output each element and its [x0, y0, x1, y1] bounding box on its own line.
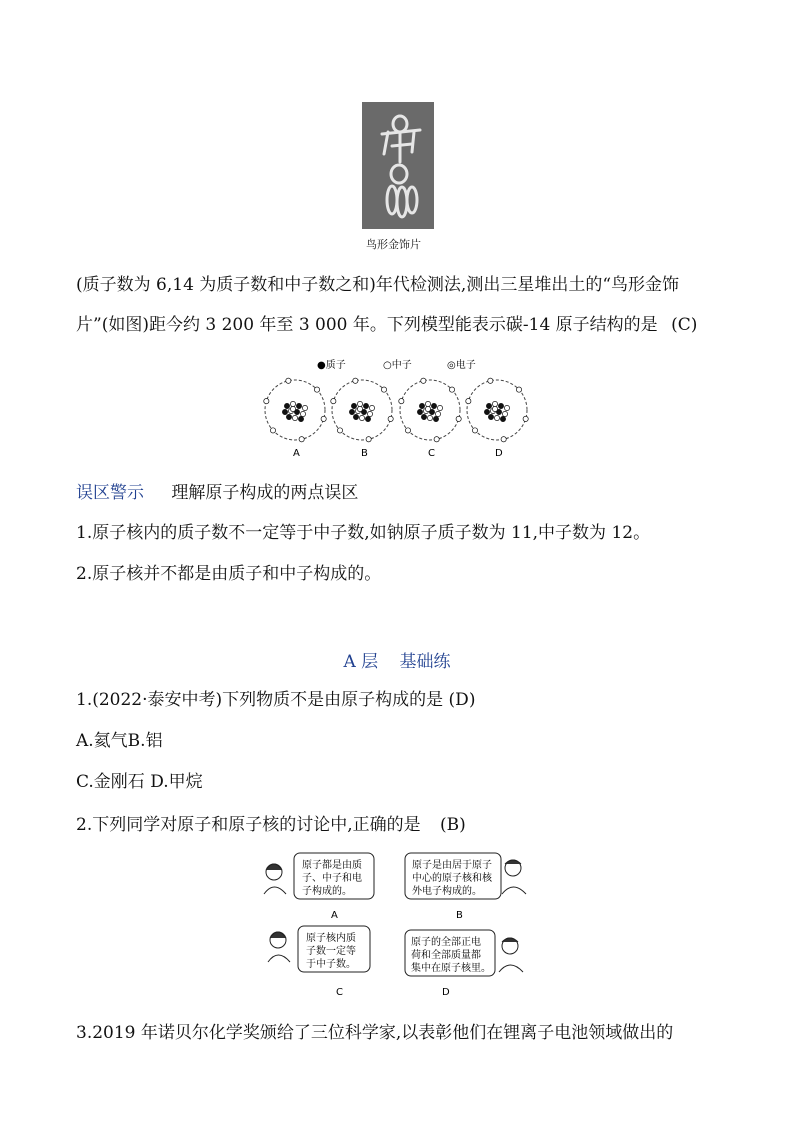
discussion-figure: [258, 850, 533, 1000]
electron-dot: [516, 387, 521, 392]
atom-label-b: B: [361, 448, 368, 459]
neutron-dot: [502, 411, 507, 416]
q1-options-cd: C.金刚石 D.甲烷: [76, 772, 203, 792]
neutron-dot: [425, 406, 430, 411]
proton-dot: [351, 403, 356, 408]
electron-dot: [523, 416, 528, 421]
bubble-c-label: C: [336, 987, 343, 998]
q1-stem: 1.(2022·泰安中考)下列物质不是由原子构成的是 (D): [76, 690, 476, 710]
q1-options-ab: A.氦气B.铝: [76, 731, 163, 751]
section-heading: [0, 647, 794, 672]
electron-dot: [399, 399, 404, 404]
q2-stem: 2.下列同学对原子和原子核的讨论中,正确的是: [76, 815, 421, 835]
electron-dot: [381, 387, 386, 392]
proton-dot: [433, 416, 438, 421]
neutron-dot: [504, 405, 509, 410]
neutron-dot: [427, 415, 432, 420]
bubble-b-line-3: 外电子构成的。: [412, 886, 482, 897]
proton-dot: [488, 414, 493, 419]
bubble-b-label: B: [456, 910, 463, 921]
bubble-a-line-2: 子、中子和电: [302, 873, 362, 884]
electron-dot: [331, 399, 336, 404]
student-c-icon: [268, 932, 290, 962]
intro-line-1: (质子数为 6,14 为质子数和中子数之和)年代检测法,测出三星堆出土的“鸟形金饰: [76, 275, 680, 295]
proton-dot: [417, 409, 422, 414]
electron-dot: [434, 437, 439, 442]
electron-dot: [299, 437, 304, 442]
electron-dot: [501, 437, 506, 442]
intro-line-2-text: 片”(如图)距今约 3 200 年至 3 000 年。下列模型能表示碳-14 原子结构的是: [76, 315, 658, 335]
proton-dot: [431, 403, 436, 408]
neutron-dot: [437, 405, 442, 410]
electron-dot: [405, 428, 410, 433]
bubble-d-line-2: 荷和全部质量都: [411, 950, 481, 961]
warning-subtitle: 理解原子构成的两点误区: [171, 483, 359, 503]
proton-dot: [500, 416, 505, 421]
neutron-dot: [367, 411, 372, 416]
proton-dot: [298, 416, 303, 421]
atom-label-c: C: [428, 448, 435, 459]
intro-line-2: [76, 313, 697, 337]
section-level: A 层: [343, 652, 379, 672]
neutron-dot: [292, 415, 297, 420]
section-name: 基础练: [399, 652, 451, 672]
atom-model-b: [331, 378, 394, 442]
bubble-c-line-1: 原子核内质: [306, 933, 356, 944]
electron-dot: [456, 416, 461, 421]
electron-dot: [366, 437, 371, 442]
neutron-dot: [290, 406, 295, 411]
proton-dot: [486, 403, 491, 408]
neutron-dot: [369, 405, 374, 410]
neutron-dot: [357, 406, 362, 411]
bubble-d-label: D: [442, 987, 450, 998]
warning-title: 误区警示: [76, 483, 144, 503]
neutron-dot: [492, 406, 497, 411]
bubble-b-line-1: 原子是由居于原子: [412, 860, 492, 871]
electron-dot: [314, 387, 319, 392]
bubble-a-label: A: [331, 910, 338, 921]
atom-label-d: D: [495, 448, 503, 459]
proton-dot: [296, 403, 301, 408]
warning-point-2: 2.原子核并不都是由质子和中子构成的。: [76, 564, 382, 584]
electron-dot: [449, 387, 454, 392]
neutron-dot: [492, 401, 497, 406]
proton-dot: [349, 409, 354, 414]
proton-dot: [286, 414, 291, 419]
neutron-dot: [302, 405, 307, 410]
proton-dot: [484, 409, 489, 414]
atom-label-a: A: [293, 448, 300, 459]
proton-dot: [353, 414, 358, 419]
electron-dot: [353, 378, 358, 383]
neutron-dot: [357, 401, 362, 406]
electron-dot: [421, 378, 426, 383]
legend-proton: ●质子: [317, 360, 346, 371]
neutron-dot: [425, 401, 430, 406]
proton-dot: [421, 414, 426, 419]
q2-stem-line: [76, 813, 466, 837]
photo-caption: 鸟形金饰片: [366, 238, 421, 251]
atom-model-a: [264, 378, 327, 442]
proton-dot: [282, 409, 287, 414]
neutron-dot: [494, 415, 499, 420]
atom-models-figure: [255, 355, 545, 461]
electron-dot: [488, 378, 493, 383]
bubble-d-line-1: 原子的全部正电: [411, 937, 481, 948]
proton-dot: [284, 403, 289, 408]
bubble-a-line-1: 原子都是由质: [302, 860, 362, 871]
neutron-dot: [359, 415, 364, 420]
bubble-c-line-2: 子数一定等: [306, 946, 356, 957]
student-a-icon: [264, 864, 286, 894]
legend-neutron: ○中子: [383, 360, 412, 371]
gold-bird-ornament-photo: [362, 102, 434, 229]
electron-dot: [264, 399, 269, 404]
electron-dot: [321, 416, 326, 421]
bubble-b-line-2: 中心的原子核和核: [412, 873, 492, 884]
proton-dot: [365, 416, 370, 421]
proton-dot: [419, 403, 424, 408]
neutron-dot: [435, 411, 440, 416]
electron-dot: [286, 378, 291, 383]
neutron-dot: [290, 401, 295, 406]
warning-point-1: 1.原子核内的质子数不一定等于中子数,如钠原子质子数为 11,中子数为 12。: [76, 523, 651, 543]
atom-model-d: [466, 378, 529, 442]
bubble-a-line-3: 子构成的。: [302, 886, 352, 897]
intro-answer: (C): [671, 315, 698, 335]
bubble-d-line-3: 集中在原子核里。: [411, 963, 491, 974]
electron-dot: [388, 416, 393, 421]
electron-dot: [472, 428, 477, 433]
electron-dot: [337, 428, 342, 433]
student-b-icon: [502, 860, 526, 894]
neutron-dot: [300, 411, 305, 416]
proton-dot: [498, 403, 503, 408]
atom-model-c: [399, 378, 462, 442]
q3-stem: 3.2019 年诺贝尔化学奖颁给了三位科学家,以表彰他们在锂离子电池领域做出的: [76, 1023, 674, 1043]
proton-dot: [363, 403, 368, 408]
legend-electron: ◎电子: [447, 360, 476, 371]
electron-dot: [270, 428, 275, 433]
bubble-c-line-3: 于中子数。: [306, 959, 356, 970]
q2-answer: (B): [440, 815, 466, 835]
warning-heading: [76, 481, 358, 505]
electron-dot: [466, 399, 471, 404]
student-d-icon: [499, 938, 523, 972]
